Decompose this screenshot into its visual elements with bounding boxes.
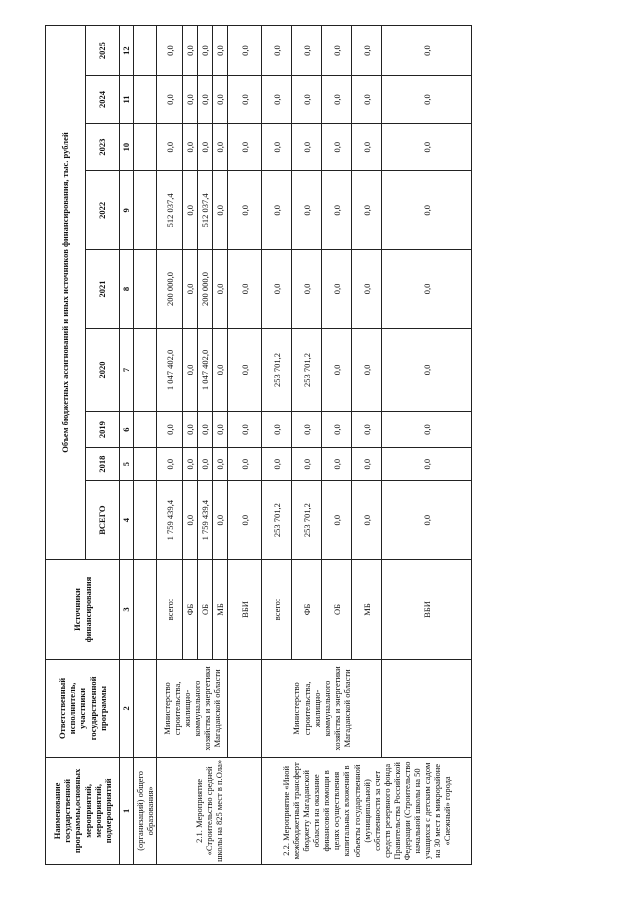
year-value: 0,0 xyxy=(292,447,322,480)
year-value: 0,0 xyxy=(228,412,262,448)
year-value: 0,0 xyxy=(198,447,213,480)
year-value: 0,0 xyxy=(262,250,292,329)
empty-cell xyxy=(134,447,157,480)
year-value: 0,0 xyxy=(228,171,262,250)
col-number: 6 xyxy=(120,412,134,448)
table-row xyxy=(228,26,262,865)
budget-table xyxy=(45,25,472,865)
total-value: 0,0 xyxy=(352,481,382,560)
total-value: 0,0 xyxy=(228,481,262,560)
year-value: 0,0 xyxy=(183,250,198,329)
funding-source: ОБ xyxy=(322,559,352,659)
funding-source: МБ xyxy=(213,559,228,659)
year-value: 0,0 xyxy=(157,123,183,171)
year-value: 0,0 xyxy=(213,250,228,329)
empty-cell xyxy=(134,660,157,758)
year-value: 253 701,2 xyxy=(292,328,322,411)
col-number: 11 xyxy=(120,76,134,124)
col-number: 5 xyxy=(120,447,134,480)
measure-executor: Министерство строительства, жилищно-коммунального хозяйства и энергетики Магаданской области xyxy=(157,660,228,758)
section-title: (организаций) общего образования» xyxy=(134,757,157,864)
year-value: 0,0 xyxy=(352,412,382,448)
total-value: 1 759 439,4 xyxy=(157,481,183,560)
year-value: 0,0 xyxy=(322,447,352,480)
total-value: 253 701,2 xyxy=(262,481,292,560)
funding-source: всего: xyxy=(157,559,183,659)
year-value: 512 037,4 xyxy=(157,171,183,250)
year-value: 0,0 xyxy=(322,26,352,76)
year-value: 0,0 xyxy=(322,250,352,329)
col-number: 4 xyxy=(120,481,134,560)
year-value: 0,0 xyxy=(157,412,183,448)
total-value: 0,0 xyxy=(322,481,352,560)
funding-source: ВБИ xyxy=(228,559,262,659)
year-value: 0,0 xyxy=(292,26,322,76)
col-number: 12 xyxy=(120,26,134,76)
year-value: 0,0 xyxy=(382,250,472,329)
year-value: 0,0 xyxy=(262,26,292,76)
blocks-body xyxy=(157,26,472,865)
year-value: 0,0 xyxy=(198,76,213,124)
measure-name: 2.1. Мероприятие «Строительство средней школы на 825 мест в п.Ола» xyxy=(157,757,262,864)
header-sources: Источники финансирования xyxy=(46,559,120,659)
table-row xyxy=(157,26,183,865)
year-value: 0,0 xyxy=(198,123,213,171)
header-name: Наименование государственной программы,основных мероприятий, мероприятий, подмероприятий xyxy=(46,757,120,864)
funding-source: МБ xyxy=(352,559,382,659)
funding-source: всего: xyxy=(262,559,292,659)
year-value: 0,0 xyxy=(292,412,322,448)
year-value: 0,0 xyxy=(352,250,382,329)
year-value: 0,0 xyxy=(157,26,183,76)
col-number: 8 xyxy=(120,250,134,329)
year-value: 0,0 xyxy=(213,76,228,124)
year-value: 0,0 xyxy=(382,447,472,480)
funding-source: ФБ xyxy=(183,559,198,659)
year-value: 0,0 xyxy=(382,76,472,124)
header-executor: Ответственный исполнитель, участники государственной программы xyxy=(46,660,120,758)
total-value: 0,0 xyxy=(183,481,198,560)
total-value: 0,0 xyxy=(213,481,228,560)
table-row xyxy=(382,26,472,865)
year-value: 0,0 xyxy=(183,26,198,76)
year-value: 0,0 xyxy=(382,123,472,171)
empty-cell xyxy=(134,26,157,76)
empty-cell xyxy=(228,660,262,758)
header-volume: Объем бюджетных ассигнований и иных источников финансирования, тыс. рублей xyxy=(46,26,86,560)
year-value: 0,0 xyxy=(292,171,322,250)
year-value: 253 701,2 xyxy=(262,328,292,411)
year-value: 0,0 xyxy=(352,328,382,411)
col-number: 2 xyxy=(120,660,134,758)
col-number: 7 xyxy=(120,328,134,411)
year-value: 0,0 xyxy=(322,171,352,250)
year-value: 0,0 xyxy=(262,123,292,171)
year-value: 0,0 xyxy=(228,26,262,76)
header-year: 2021 xyxy=(86,250,120,329)
year-value: 0,0 xyxy=(382,171,472,250)
empty-cell xyxy=(134,171,157,250)
year-value: 0,0 xyxy=(322,412,352,448)
header-year: 2022 xyxy=(86,171,120,250)
year-value: 0,0 xyxy=(228,328,262,411)
empty-cell xyxy=(382,660,472,758)
empty-cell xyxy=(134,123,157,171)
year-value: 0,0 xyxy=(213,171,228,250)
empty-cell xyxy=(134,412,157,448)
year-value: 0,0 xyxy=(352,447,382,480)
header-year: 2018 xyxy=(86,447,120,480)
year-value: 200 000,0 xyxy=(198,250,213,329)
empty-cell xyxy=(134,76,157,124)
total-value: 0,0 xyxy=(382,481,472,560)
year-value: 0,0 xyxy=(382,328,472,411)
year-value: 200 000,0 xyxy=(157,250,183,329)
year-value: 0,0 xyxy=(352,123,382,171)
year-value: 1 047 402,0 xyxy=(157,328,183,411)
empty-cell xyxy=(134,481,157,560)
year-value: 0,0 xyxy=(292,76,322,124)
year-value: 0,0 xyxy=(213,447,228,480)
total-value: 253 701,2 xyxy=(292,481,322,560)
year-value: 0,0 xyxy=(352,171,382,250)
header-year: 2024 xyxy=(86,76,120,124)
year-value: 0,0 xyxy=(292,250,322,329)
year-value: 0,0 xyxy=(183,328,198,411)
measure-name: 2.2. Мероприятие «Иной межбюджетный трансферт бюджету Магаданской области на оказание финансовой помощи в целях осуществления капитальных вложений в объекты государственной (муниципальной) собственности за счет средств резервного фонда Правительства Российской Федерации (Строительство начальной школы на 50 учащихся с детским садом на 30 мест в микрорайоне «Снежный» города xyxy=(262,757,472,864)
year-value: 0,0 xyxy=(352,76,382,124)
year-value: 0,0 xyxy=(382,412,472,448)
year-value: 0,0 xyxy=(352,26,382,76)
col-number: 3 xyxy=(120,559,134,659)
header-year: 2025 xyxy=(86,26,120,76)
funding-source: ОБ xyxy=(198,559,213,659)
year-value: 0,0 xyxy=(228,250,262,329)
year-value: 0,0 xyxy=(157,447,183,480)
year-value: 0,0 xyxy=(262,412,292,448)
year-value: 0,0 xyxy=(228,76,262,124)
year-value: 0,0 xyxy=(228,123,262,171)
year-value: 0,0 xyxy=(157,76,183,124)
year-value: 512 037,4 xyxy=(198,171,213,250)
year-value: 0,0 xyxy=(183,123,198,171)
header-year: 2023 xyxy=(86,123,120,171)
year-value: 0,0 xyxy=(183,171,198,250)
year-value: 0,0 xyxy=(198,26,213,76)
year-value: 0,0 xyxy=(198,412,213,448)
empty-cell xyxy=(134,328,157,411)
year-value: 0,0 xyxy=(183,447,198,480)
year-value: 0,0 xyxy=(322,328,352,411)
measure-executor: Министерство строительства, жилищно-коммунального хозяйства и энергетики Магаданской области xyxy=(262,660,382,758)
header-year: 2019 xyxy=(86,412,120,448)
year-value: 0,0 xyxy=(213,328,228,411)
header-year: 2020 xyxy=(86,328,120,411)
funding-source: ВБИ xyxy=(382,559,472,659)
total-value: 1 759 439,4 xyxy=(198,481,213,560)
year-value: 0,0 xyxy=(382,26,472,76)
year-value: 0,0 xyxy=(262,76,292,124)
year-value: 0,0 xyxy=(322,76,352,124)
funding-source: ФБ xyxy=(292,559,322,659)
year-value: 0,0 xyxy=(183,76,198,124)
year-value: 0,0 xyxy=(262,171,292,250)
table-row xyxy=(262,26,292,865)
year-value: 0,0 xyxy=(228,447,262,480)
year-value: 1 047 402,0 xyxy=(198,328,213,411)
year-value: 0,0 xyxy=(262,447,292,480)
year-value: 0,0 xyxy=(183,412,198,448)
year-value: 0,0 xyxy=(213,123,228,171)
col-number: 9 xyxy=(120,171,134,250)
empty-cell xyxy=(134,250,157,329)
col-number: 10 xyxy=(120,123,134,171)
year-value: 0,0 xyxy=(322,123,352,171)
header-total: ВСЕГО xyxy=(86,481,120,560)
col-number: 1 xyxy=(120,757,134,864)
empty-cell xyxy=(134,559,157,659)
year-value: 0,0 xyxy=(213,412,228,448)
year-value: 0,0 xyxy=(213,26,228,76)
rotated-page xyxy=(45,25,635,865)
year-value: 0,0 xyxy=(292,123,322,171)
